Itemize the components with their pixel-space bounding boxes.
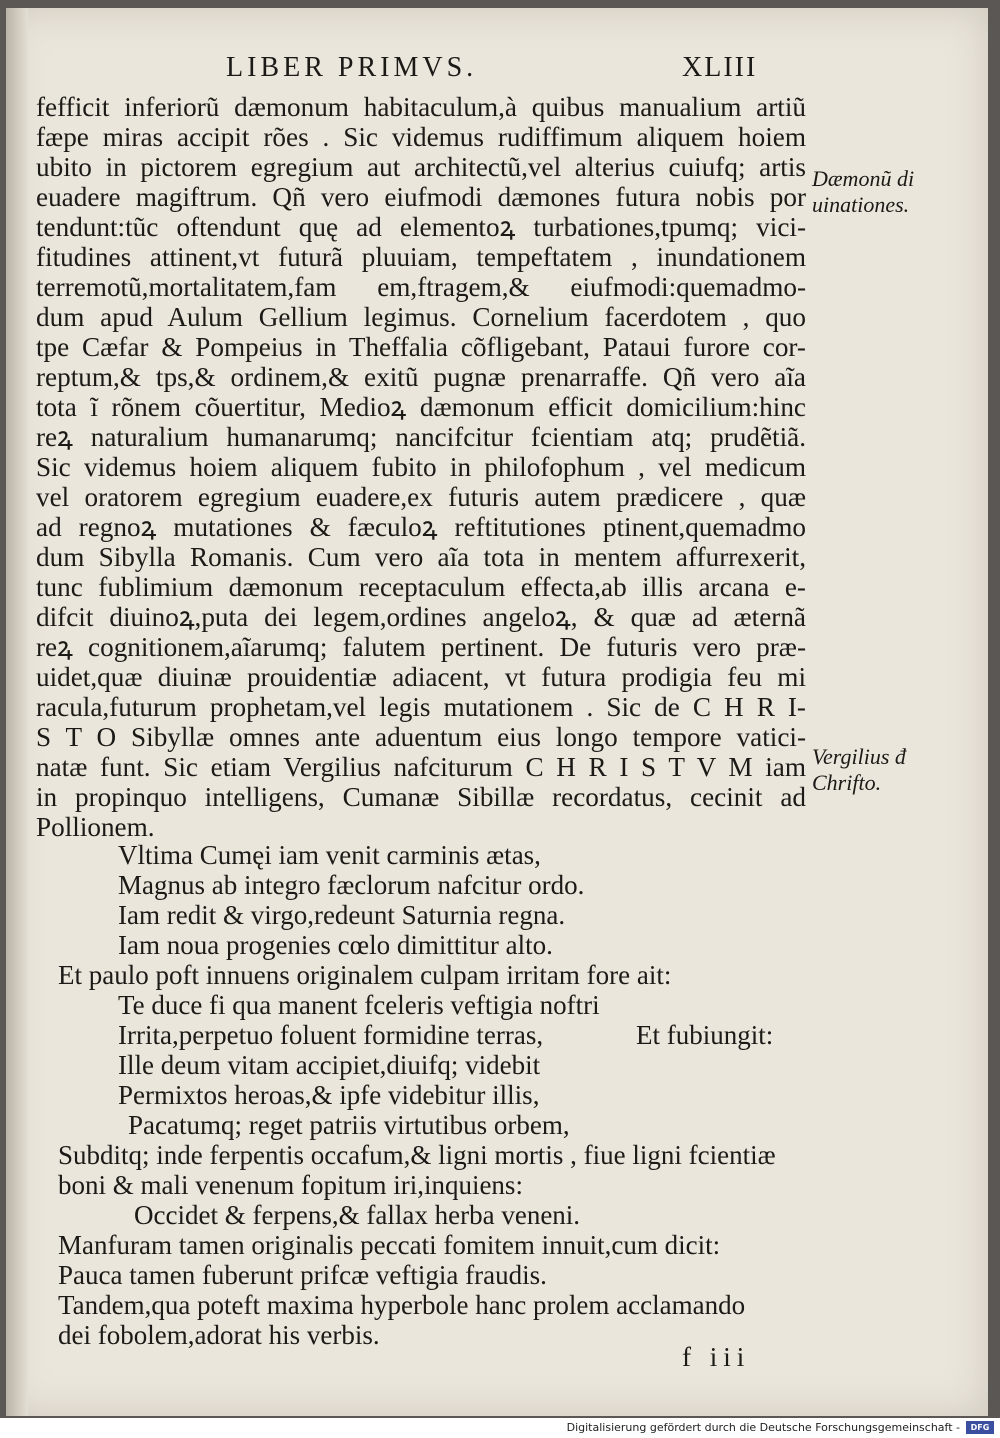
text-line: terremotũ,mortalitatem,fam em,ftragem,& eiufmodi:quemadmo- <box>36 272 806 302</box>
marginal-note-line: Vergilius đ <box>812 744 906 769</box>
verse-line: Magnus ab integro fæclorum nafcitur ordo. <box>118 870 585 900</box>
text-line: fitudines attinent,vt futurã pluuiam, tempeftatem , inundationem <box>36 242 806 272</box>
text-line: tendunt:tũc oftendunt quę ad elementoꝝ turbationes,tpumq; vici- <box>36 212 806 242</box>
text-line: in propinquo intelligens, Cumanæ Sibillæ recordatus, cecinit ad <box>36 782 806 812</box>
verse-aside: Et fubiungit: <box>636 1020 774 1050</box>
page-gutter <box>6 8 28 1416</box>
verse-line: Vltima Cumęi iam venit carminis ætas, <box>118 840 541 870</box>
text-line: euadere magiftrum. Qñ vero eiufmodi dæmones futura nobis por <box>36 182 806 212</box>
verse-line: Pauca tamen fuberunt prifcæ veftigia fraudis. <box>58 1260 547 1290</box>
digitization-footer <box>0 1418 1000 1438</box>
verse-line: Iam redit & virgo,redeunt Saturnia regna. <box>118 900 566 930</box>
verse-line-with-aside <box>58 1020 818 1050</box>
verse-line: Pacatumq; reget patriis virtutibus orbem, <box>128 1110 570 1140</box>
text-line: fæpe miras accipit rões . Sic videmus rudiffimum aliquem hoiem <box>36 122 806 152</box>
text-line: fefficit inferiorũ dæmonum habitaculum,à quibus manualium artiũ <box>36 92 806 122</box>
text-line: reptum,& tps,& ordinem,& exitũ pugnæ prenarraffe. Qñ vero aĩa <box>36 362 806 392</box>
dfg-logo-icon: DFG <box>966 1421 994 1434</box>
prose-line: Manfuram tamen originalis peccati fomitem innuit,cum dicit: <box>58 1230 721 1260</box>
prose-line: Et paulo poft innuens originalem culpam irritam fore ait: <box>58 960 672 990</box>
running-head <box>6 52 988 92</box>
text-line: tunc fublimium dæmonum receptaculum effecta,ab illis arcana e- <box>36 572 806 602</box>
marginal-note-line: uinationes. <box>812 192 910 217</box>
folio-number: XLIII <box>682 52 758 83</box>
verse-line: Iam noua progenies cœlo dimittitur alto. <box>118 930 553 960</box>
text-line: reꝝ naturalium humanarumq; nancifcitur fcientiam atq; prudẽtiã. <box>36 422 806 452</box>
verse-line: Permixtos heroas,& ipfe videbitur illis, <box>118 1080 540 1110</box>
book-page <box>6 8 988 1416</box>
text-line: dum apud Aulum Gellium legimus. Cornelium facerdotem , quo <box>36 302 806 332</box>
marginal-note-vergilius <box>812 744 972 796</box>
verse-line-text: Irrita,perpetuo foluent formidine terras, <box>118 1020 544 1050</box>
text-line: racula,futurum prophetam,vel legis mutationem . Sic de C H R I- <box>36 692 806 722</box>
prose-line: Tandem,qua poteft maxima hyperbole hanc prolem acclamando <box>58 1290 746 1320</box>
text-line: ad regnoꝝ mutationes & fæculoꝝ reftitutiones ptinent,quemadmo <box>36 512 806 542</box>
marginal-note-line: Chrifto. <box>812 770 882 795</box>
marginal-note-daemonum <box>812 166 972 218</box>
verse-line: Te duce fi qua manent fceleris veftigia noftri <box>118 990 600 1020</box>
prose-line: dei fobolem,adorat his verbis. <box>58 1320 380 1350</box>
prose-line: boni & mali venenum fopitum iri,inquiens: <box>58 1170 523 1200</box>
prose-line: Subditq; inde ferpentis occafum,& ligni mortis , fiue ligni fcientiæ <box>58 1140 776 1170</box>
book-title: LIBER PRIMVS. <box>226 52 478 83</box>
body-text <box>36 92 806 842</box>
text-line: Pollionem. <box>36 812 155 842</box>
verse-block <box>58 840 818 1350</box>
text-line: tota ĩ rõnem cõuertitur, Medioꝝ dæmonum efficit domicilium:hinc <box>36 392 806 422</box>
verse-line: Occidet & ferpens,& fallax herba veneni. <box>134 1200 581 1230</box>
text-line: vel oratorem egregium euadere,ex futuris autem prædicere , quæ <box>36 482 806 512</box>
text-line: ubito in pictorem egregium aut architectũ,vel alterius cuiufq; artis <box>36 152 806 182</box>
text-line: S T O Sibyllæ omnes ante aduentum eius longo tempore vatici- <box>36 722 806 752</box>
text-line: natæ funt. Sic etiam Vergilius nafciturum C H R I S T V M iam <box>36 752 806 782</box>
text-line: Sic videmus hoiem aliquem fubito in philofophum , vel medicum <box>36 452 806 482</box>
funding-credit: Digitalisierung gefördert durch die Deutsche Forschungsgemeinschaft - <box>566 1421 960 1434</box>
marginal-note-line: Dæmonũ di <box>812 166 915 191</box>
signature-mark: f iii <box>682 1342 751 1372</box>
text-line: uidet,quæ diuinæ prouidentiæ adiacent, vt futura prodigia feu mi <box>36 662 806 692</box>
text-line: tpe Cæfar & Pompeius in Theffalia cõfligebant, Pataui furore cor- <box>36 332 806 362</box>
text-line: dum Sibylla Romanis. Cum vero aĩa tota in mentem affurrexerit, <box>36 542 806 572</box>
text-line: reꝝ cognitionem,aĩarumq; falutem pertinent. De futuris vero præ- <box>36 632 806 662</box>
text-line: difcit diuinoꝝ,puta dei legem,ordines angeloꝝ, & quæ ad æternã <box>36 602 806 632</box>
verse-line: Ille deum vitam accipiet,diuifq; videbit <box>118 1050 541 1080</box>
